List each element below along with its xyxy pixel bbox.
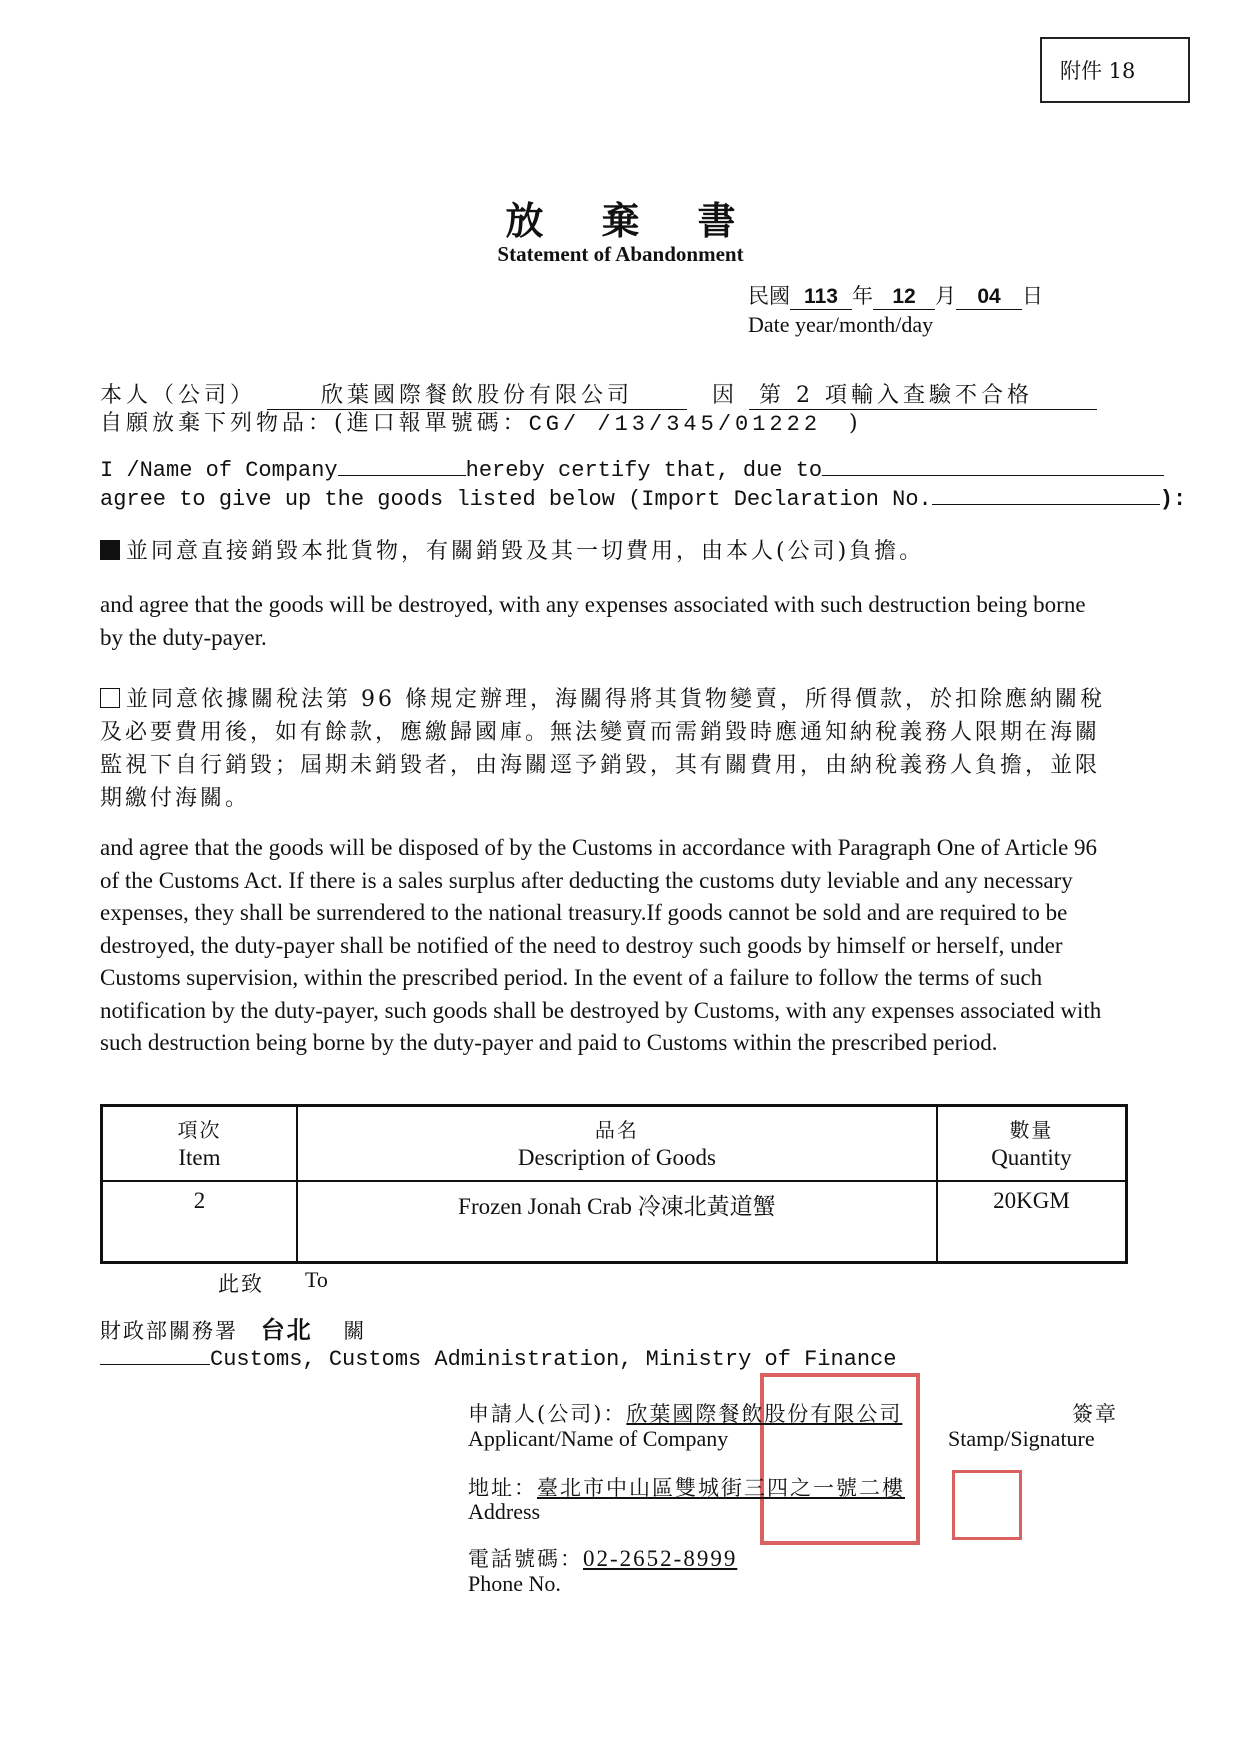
import-declaration-no: CG/ /13/345/01222 (528, 412, 822, 437)
name-of-company-label: I /Name of Company (100, 458, 338, 483)
attachment-label: 附件 18 (1040, 37, 1190, 103)
self-label: 本人（公司） (100, 383, 257, 408)
date-day: 04 (956, 285, 1022, 310)
applicant-line (468, 1398, 902, 1428)
date-year: 113 (790, 285, 852, 310)
date-prefix: 民國 (748, 284, 790, 308)
address-label-en: Address (468, 1499, 541, 1524)
goods-table (100, 1104, 1128, 1264)
line2-suffix: ) (849, 411, 862, 436)
table-row (102, 1181, 1127, 1263)
line2-prefix: 自願放棄下列物品：(進口報單號碼： (100, 411, 529, 436)
because-label: 因 (712, 383, 739, 408)
row-item: 2 (102, 1181, 297, 1263)
header-item-zh: 項次 (177, 1117, 222, 1142)
header-description-zh: 品名 (594, 1117, 639, 1142)
applicant-label-en: Applicant/Name of Company (468, 1426, 729, 1451)
guan-label: 關 (343, 1319, 367, 1343)
declaration-en-line2 (100, 484, 1186, 512)
company-name: 欣葉國際餐飲股份有限公司 (267, 378, 687, 410)
stamp-label-zh: 簽章 (1072, 1402, 1118, 1426)
header-item-en: Item (178, 1144, 221, 1170)
header-item (102, 1106, 297, 1182)
option2-zh (100, 683, 1120, 815)
phone-value: 02-2652-8999 (583, 1546, 738, 1571)
declaration-no-blank (932, 484, 1160, 505)
header-description (297, 1106, 937, 1182)
stamp-label-en: Stamp/Signature (948, 1426, 1095, 1451)
header-description-en: Description of Goods (517, 1144, 716, 1170)
dept-zh: 財政部關務署 (100, 1319, 238, 1343)
phone-label-zh: 電話號碼： (468, 1547, 583, 1571)
dept-en: Customs, Customs Administration, Ministry of Finance (210, 1347, 897, 1372)
customs-office-zh (100, 1310, 366, 1345)
address-line (468, 1472, 905, 1502)
customs-office-en (100, 1344, 897, 1372)
personal-seal (952, 1470, 1022, 1540)
import-declaration-label: agree to give up the goods listed below (Import Declaration No. (100, 487, 932, 512)
address-label-zh: 地址： (468, 1476, 537, 1500)
date-month-label: 月 (935, 284, 956, 308)
title-en: Statement of Abandonment (497, 242, 744, 266)
to-zh: 此致 (218, 1272, 264, 1296)
office-name: 台北 (260, 1315, 313, 1344)
applicant-name: 欣葉國際餐飲股份有限公司 (626, 1402, 903, 1426)
phone-line (468, 1543, 737, 1573)
header-quantity-en: Quantity (991, 1144, 1072, 1170)
phone-label-en: Phone No. (468, 1571, 561, 1596)
date-year-label: 年 (852, 284, 873, 308)
date-line (748, 280, 1043, 310)
date-label-en: Date year/month/day (748, 312, 934, 337)
option1-en: and agree that the goods will be destroyed, with any expenses associated with such destruction being borne by the duty-payer. (100, 592, 1086, 650)
option2-en: and agree that the goods will be disposed of by the Customs in accordance with Paragraph One of Article 96 of the Customs Act. If there is a sales surplus after deducting the customs duty leviable and any necessary expenses, they shall be surrendered to the national treasury.If goods cannot be sold and are required to be destroyed, the duty-payer shall be notified of the need to destroy such goods by himself or herself, under Customs supervision, within the prescribed period. In the event of a failure to follow the terms of such notification by the duty-payer, such goods shall be destroyed by Customs, with any expenses associated with such destruction being borne by the duty-payer and paid to Customs within the prescribed period. (100, 835, 1102, 1055)
option2-text-zh: 並同意依據關稅法第 96 條規定辦理，海關得將其貨物變賣，所得價款，於扣除應納關稅及必要費用後，如有餘款，應繳歸國庫。無法變賣而需銷毀時應通知納稅義務人限期在海關監視下自行銷毀；屆期未銷毀者，由海關逕予銷毀，其有關費用，由納稅義務人負擔，並限期繳付海關。 (100, 687, 1105, 811)
row-description: Frozen Jonah Crab 冷凍北黃道蟹 (297, 1181, 937, 1263)
header-quantity-zh: 數量 (1009, 1117, 1054, 1142)
declaration-zh-line2 (100, 406, 862, 437)
option2-checkbox[interactable] (100, 688, 120, 708)
to-en: To (305, 1267, 328, 1292)
option1-text-zh: 並同意直接銷毀本批貨物，有關銷毀及其一切費用，由本人(公司)負擔。 (126, 539, 925, 564)
option1-checkbox[interactable] (100, 540, 120, 560)
table-header-row (102, 1106, 1127, 1182)
abandon-reason: 第 2 項輸入查驗不合格 (749, 378, 1097, 410)
line2-end: ): (1159, 487, 1187, 512)
applicant-label-zh: 申請人(公司)： (468, 1402, 627, 1426)
office-blank (100, 1344, 210, 1365)
due-to-label: hereby certify that, due to (465, 458, 823, 483)
date-day-label: 日 (1022, 284, 1043, 308)
declaration-en-line1 (100, 455, 1164, 483)
date-month: 12 (873, 285, 935, 310)
reason-blank (822, 455, 1164, 476)
title-zh: 放棄書 (505, 198, 794, 243)
header-quantity (937, 1106, 1127, 1182)
row-quantity: 20KGM (937, 1181, 1127, 1263)
address-value: 臺北市中山區雙城街三四之一號二樓 (537, 1476, 905, 1500)
option1-zh (100, 535, 1120, 568)
company-blank (338, 455, 466, 476)
